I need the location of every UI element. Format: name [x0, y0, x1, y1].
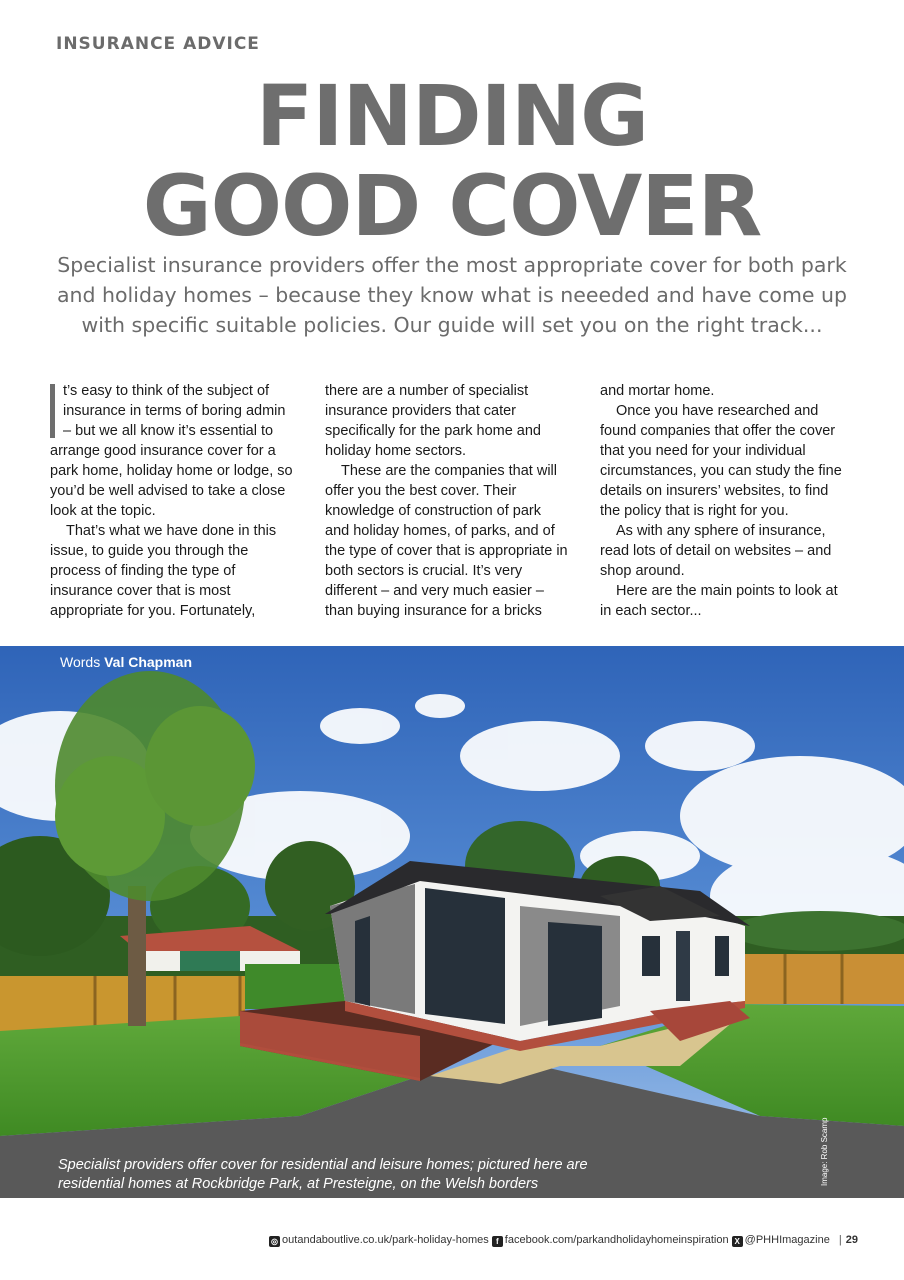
standfirst: Specialist insurance providers offer the most appropriate cover for both park and holiday homes – because they know what is neeeded and have come up with specific suitable policies. Our guide will set you on the right track... [56, 253, 848, 337]
byline-author: Val Chapman [104, 654, 193, 670]
byline-prefix: Words [60, 654, 101, 670]
body-column-3 [600, 381, 844, 621]
photo-illustration [0, 646, 904, 1198]
paragraph: Here are the main points to look at in each sector... [600, 583, 838, 619]
page-number: 29 [845, 1234, 858, 1246]
footer-facebook[interactable]: facebook.com/parkandholidayhomeinspiration [504, 1234, 729, 1246]
paragraph: These are the companies that will offer you the best cover. Their knowledge of construction of park and holiday homes, of parks, and of the type of cover that is appropriate in both sectors is crucial. It’s very different – and very much easier – than buying insurance for a bricks [325, 463, 568, 619]
page-footer [0, 1234, 858, 1247]
photo-credit: Image: Rob Scamp [820, 1117, 829, 1186]
paragraph: and mortar home. [600, 383, 715, 399]
park-home-photo [0, 646, 904, 1198]
drop-cap-i [50, 384, 55, 438]
paragraph: Once you have researched and found companies that offer the cover that you need for your individual circumstances, you can study the fine details on insurers’ websites, to find the policy that is right for you. [600, 403, 842, 519]
facebook-icon: f [492, 1236, 503, 1247]
footer-x-handle[interactable]: @PHHImagazine [744, 1234, 830, 1246]
paragraph: t’s easy to think of the subject of insurance in terms of boring admin – but we all know it’s essential to arrange good insurance cover for a park home, holiday home or lodge, so you’d be well advised to take a close look at the topic. [50, 383, 293, 519]
footer-divider: | [838, 1234, 842, 1246]
headline-line-1: FINDING [255, 67, 649, 165]
body-column-1 [50, 381, 294, 621]
web-icon: ◎ [269, 1236, 280, 1247]
footer-website[interactable]: outandaboutlive.co.uk/park-holiday-homes [282, 1234, 489, 1246]
paragraph: That’s what we have done in this issue, to guide you through the process of finding the type of insurance cover that is most appropriate for you. Fortunately, [50, 523, 277, 619]
photo-caption: Specialist providers offer cover for residential and leisure homes; pictured here are residential homes at Rockbridge Park, at Presteigne, on the Welsh borders [58, 1157, 588, 1192]
body-column-2 [325, 381, 569, 621]
paragraph: there are a number of specialist insurance providers that cater specifically for the park home and holiday home sectors. [325, 383, 541, 459]
section-tag: INSURANCE ADVICE [56, 34, 260, 54]
headline-line-2: GOOD COVER [142, 157, 762, 255]
byline [60, 654, 192, 670]
x-icon: X [732, 1236, 743, 1247]
paragraph: As with any sphere of insurance, read lots of detail on websites – and shop around. [600, 523, 832, 579]
